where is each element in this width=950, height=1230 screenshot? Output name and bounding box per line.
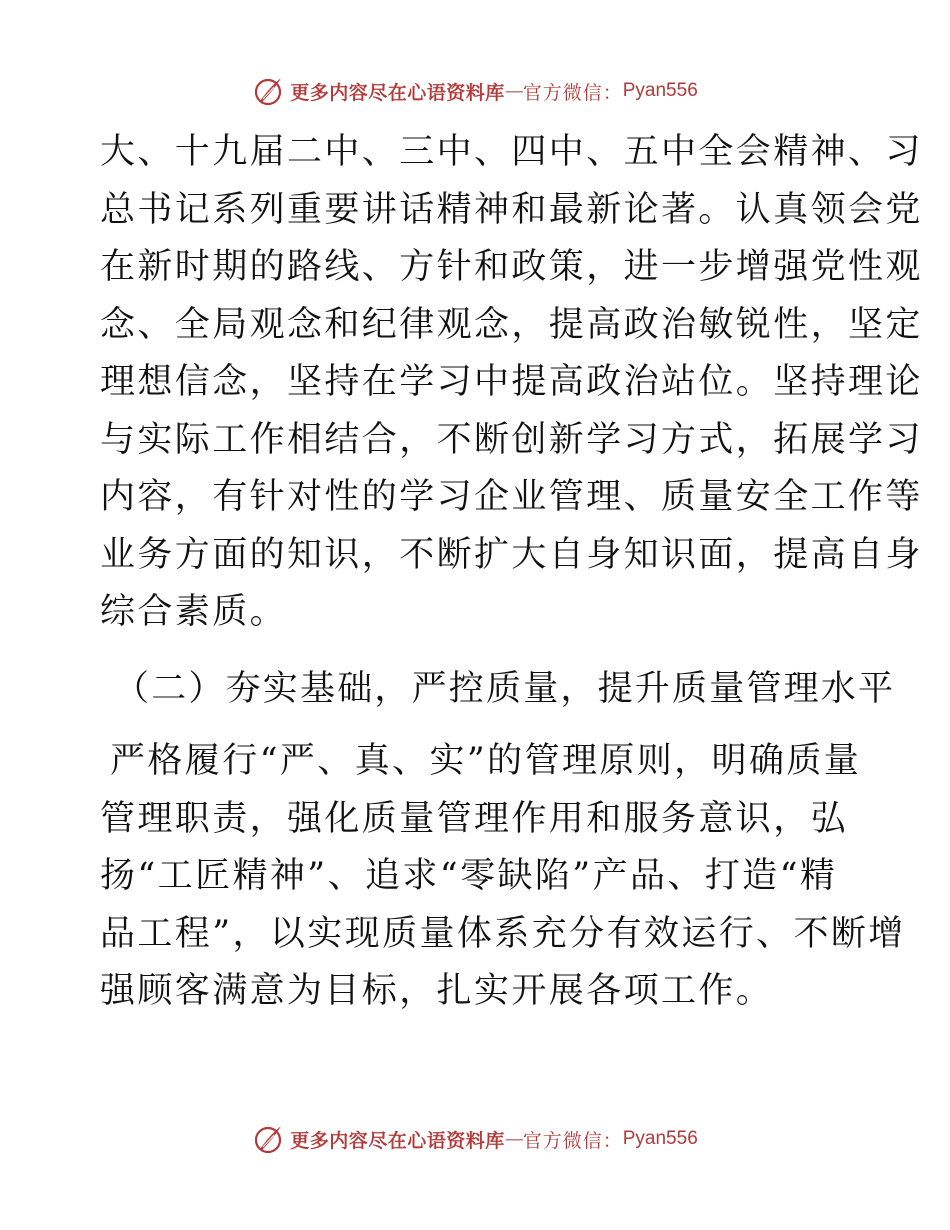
header-watermark-banner (0, 71, 950, 111)
banner-dash: — (504, 1128, 523, 1150)
text-line: 在新时期的路线、方针和政策，进一步增强党性观 (100, 247, 923, 287)
banner-dash: — (504, 80, 523, 102)
banner-wechat-id: Pyan556 (622, 80, 698, 101)
banner-wechat-label: 官方微信： (522, 1129, 623, 1152)
text-line: 品工程”，以实现质量体系充分有效运行、不断增 (100, 913, 906, 954)
text-line: 强顾客满意为目标，扎实开展各项工作。 (100, 971, 774, 1011)
text-line: 理想信念，坚持在学习中提高政治站位。坚持理论 (100, 362, 923, 402)
section-heading: （二）夯实基础，严控质量，提升质量管理水平 (114, 669, 896, 709)
quill-logo-icon (252, 75, 284, 107)
quill-logo-icon (252, 1123, 284, 1155)
banner-wechat-id: Pyan556 (622, 1128, 698, 1149)
banner-wechat-label: 官方微信： (522, 81, 623, 104)
banner-site-text: 更多内容尽在心语资料库 (290, 1129, 505, 1152)
text-line: 扬“工匠精神”、追求“零缺陷”产品、打造“精 (100, 856, 838, 896)
text-line: 与实际工作相结合，不断创新学习方式，拓展学习 (100, 419, 923, 460)
text-line: 念、全局观念和纪律观念，提高政治敏锐性，坚定 (100, 304, 923, 345)
text-line: 管理职责，强化质量管理作用和服务意识，弘 (100, 798, 849, 839)
text-line: 综合素质。 (100, 592, 288, 632)
banner-site-text: 更多内容尽在心语资料库 (290, 81, 505, 104)
text-line: 业务方面的知识，不断扩大自身知识面，提高自身 (100, 534, 923, 575)
text-line: 严格履行“严、真、实”的管理原则，明确质量 (110, 741, 862, 781)
text-line: 总书记系列重要讲话精神和最新论著。认真领会党 (100, 189, 923, 230)
footer-watermark-banner (0, 1119, 950, 1159)
paragraph-quality (100, 733, 906, 1021)
text-line: 大、十九届二中、三中、四中、五中全会精神、习 (100, 132, 923, 172)
paragraph-study (100, 124, 923, 642)
text-line: 内容，有针对性的学习企业管理、质量安全工作等 (100, 477, 923, 517)
